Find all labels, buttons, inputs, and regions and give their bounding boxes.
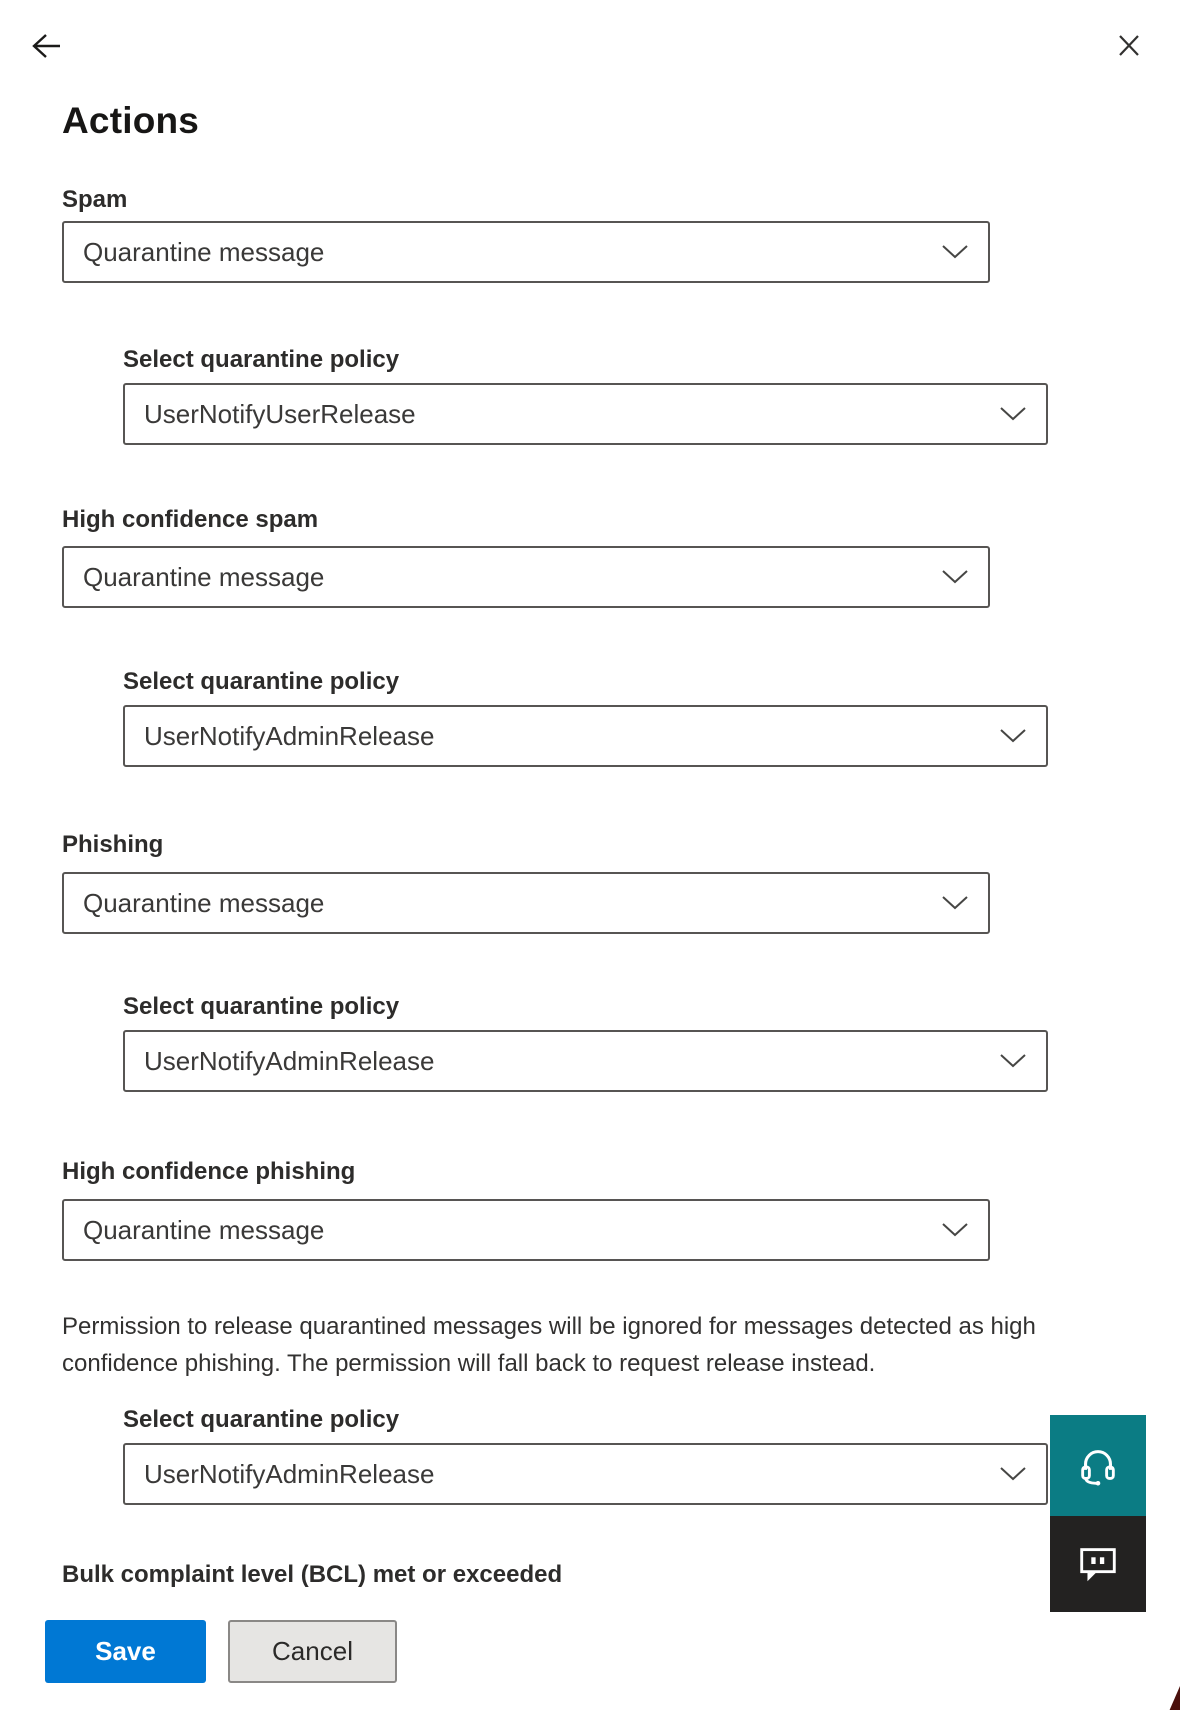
chevron-down-icon (940, 243, 970, 261)
save-button[interactable]: Save (45, 1620, 206, 1683)
dropdown-value: UserNotifyAdminRelease (144, 720, 435, 751)
chevron-down-icon (940, 894, 970, 912)
dropdown-value: Quarantine message (83, 1214, 325, 1245)
policy-label-phishing: Select quarantine policy (123, 993, 400, 1020)
chevron-down-icon (998, 1465, 1028, 1483)
chevron-down-icon (998, 727, 1028, 745)
cancel-button[interactable]: Cancel (228, 1620, 397, 1683)
chevron-down-icon (998, 405, 1028, 423)
support-button[interactable] (1050, 1415, 1146, 1516)
section-label-phishing: Phishing (62, 831, 164, 858)
high-confidence-phishing-action-dropdown[interactable] (62, 1199, 990, 1261)
dropdown-value: UserNotifyAdminRelease (144, 1045, 435, 1076)
close-icon (1113, 30, 1145, 62)
feedback-button[interactable] (1050, 1516, 1146, 1612)
dropdown-value: UserNotifyAdminRelease (144, 1458, 435, 1489)
dropdown-value: Quarantine message (83, 561, 325, 592)
back-button[interactable] (26, 28, 64, 64)
footer-bar (0, 1591, 1180, 1710)
section-label-high-confidence-spam: High confidence spam (62, 506, 319, 533)
chevron-down-icon (998, 1052, 1028, 1070)
high-confidence-phishing-policy-dropdown[interactable] (123, 1443, 1048, 1505)
policy-label-high-confidence-spam: Select quarantine policy (123, 668, 400, 695)
chevron-down-icon (940, 568, 970, 586)
phishing-action-dropdown[interactable] (62, 872, 990, 934)
section-label-bulk-complaint-level: Bulk complaint level (BCL) met or exceeded (62, 1561, 563, 1588)
policy-label-spam: Select quarantine policy (123, 346, 400, 373)
spam-policy-dropdown[interactable] (123, 383, 1048, 445)
arrow-left-icon (26, 28, 64, 64)
chat-bubble-icon (1075, 1541, 1121, 1587)
high-confidence-spam-policy-dropdown[interactable] (123, 705, 1048, 767)
dropdown-value: Quarantine message (83, 887, 325, 918)
close-button[interactable] (1113, 30, 1145, 62)
high-confidence-phishing-note: Permission to release quarantined messages will be ignored for messages detected as high confidence phishing. The permission will fall back to request release instead. (62, 1313, 1036, 1377)
chevron-down-icon (940, 1221, 970, 1239)
spam-action-dropdown[interactable] (62, 221, 990, 283)
section-label-spam: Spam (62, 186, 128, 213)
dropdown-value: Quarantine message (83, 236, 325, 267)
policy-label-high-confidence-phishing: Select quarantine policy (123, 1406, 400, 1433)
dropdown-value: UserNotifyUserRelease (144, 398, 416, 429)
high-confidence-spam-action-dropdown[interactable] (62, 546, 990, 608)
phishing-policy-dropdown[interactable] (123, 1030, 1048, 1092)
section-label-high-confidence-phishing: High confidence phishing (62, 1158, 356, 1185)
headset-icon (1075, 1443, 1121, 1489)
page-title: Actions (62, 100, 200, 141)
